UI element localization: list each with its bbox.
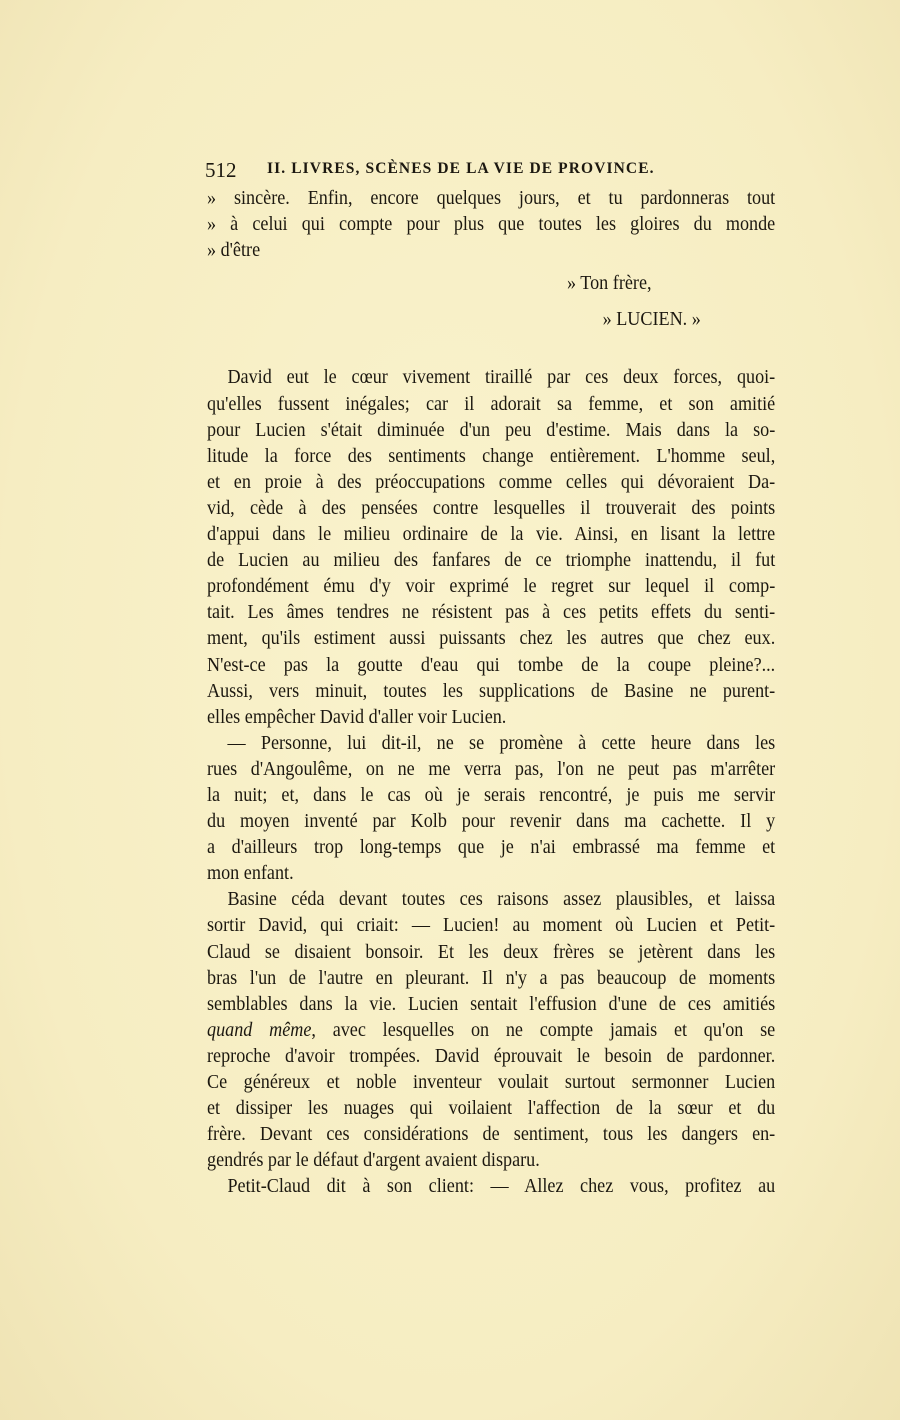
text-line: la nuit; et, dans le cas où je serais rencontré, je puis me servir xyxy=(207,784,776,806)
body-text xyxy=(207,186,775,1200)
running-header xyxy=(205,158,710,186)
text-line: profondément ému d'y voir exprimé le regret sur lequel il comp- xyxy=(207,576,776,598)
line-rest: , avec lesquelles on ne compte jamais et qu'on se xyxy=(311,1019,776,1041)
running-title: II. LIVRES, SCÈNES DE LA VIE DE PROVINCE. xyxy=(267,160,655,177)
text-line: Ce généreux et noble inventeur voulait surtout sermonner Lucien xyxy=(207,1072,776,1093)
text-line: qu'elles fussent inégales; car il adorait sa femme, et son amitié xyxy=(207,393,776,415)
text-line: Petit-Claud dit à son client: — Allez chez vous, profitez au xyxy=(227,1176,776,1198)
text-line: N'est-ce pas la goutte d'eau qui tombe de la coupe pleine?... xyxy=(207,654,776,676)
text-line: reproche d'avoir trompées. David éprouvait le besoin de pardonner. xyxy=(207,1045,776,1067)
text-line: Claud se disaient bonsoir. Et les deux frères se jetèrent dans les xyxy=(207,941,776,963)
text-line: mon enfant. xyxy=(207,863,294,885)
text-line: » Ton frère, xyxy=(567,273,652,295)
text-line: » LUCIEN. » xyxy=(602,309,701,331)
text-line: elles empêcher David d'aller voir Lucien. xyxy=(207,706,507,728)
text-line: » d'être xyxy=(207,240,261,262)
text-line: vid, cède à des pensées contre lesquelles il trouverait des points xyxy=(207,497,776,519)
text-line: » sincère. Enfin, encore quelques jours, et tu pardonneras tout xyxy=(207,188,776,209)
text-line: du moyen inventé par Kolb pour revenir dans ma cachette. Il y xyxy=(207,811,776,833)
text-line xyxy=(207,1018,775,1044)
text-line: frère. Devant ces considérations de sentiment, tous les dangers en- xyxy=(207,1124,776,1146)
text-line: pour Lucien s'était diminuée d'un peu d'estime. Mais dans la so- xyxy=(207,419,776,441)
text-line: tait. Les âmes tendres ne résistent pas à ces petits effets du senti- xyxy=(207,602,776,624)
text-line: » à celui qui compte pour plus que toutes les gloires du monde xyxy=(207,214,776,236)
text-line: semblables dans la vie. Lucien sentait l'effusion d'une de ces amitiés xyxy=(207,993,776,1015)
text-line: rues d'Angoulême, on ne me verra pas, l'on ne peut pas m'arrêter xyxy=(207,758,776,780)
text-line: — Personne, lui dit-il, ne se promène à cette heure dans les xyxy=(227,732,776,754)
text-line: et en proie à des préoccupations comme celles qui dévoraient Da- xyxy=(207,471,776,493)
page-number: 512 xyxy=(205,158,237,182)
text-line: a d'ailleurs trop long-temps que je n'ai embrassé ma femme et xyxy=(207,837,776,859)
text-line: litude la force des sentiments change entièrement. L'homme seul, xyxy=(207,445,776,467)
text-line: d'appui dans le milieu ordinaire de la vie. Ainsi, en lisant la lettre xyxy=(207,524,776,546)
text-line: Basine céda devant toutes ces raisons assez plausibles, et laissa xyxy=(227,889,776,911)
italic-phrase: quand même xyxy=(207,1019,312,1041)
text-line: sortir David, qui criait: — Lucien! au moment où Lucien et Petit- xyxy=(207,915,776,937)
text-line: gendrés par le défaut d'argent avaient disparu. xyxy=(207,1150,540,1172)
text-line: David eut le cœur vivement tiraillé par ces deux forces, quoi- xyxy=(227,367,776,389)
text-line: de Lucien au milieu des fanfares de ce triomphe inattendu, il fut xyxy=(207,550,776,572)
text-line: Aussi, vers minuit, toutes les supplications de Basine ne purent- xyxy=(207,680,776,702)
text-line: et dissiper les nuages qui voilaient l'affection de la sœur et du xyxy=(207,1098,776,1120)
text-line: bras l'un de l'autre en pleurant. Il n'y a pas beaucoup de moments xyxy=(207,967,776,989)
text-line: ment, qu'ils estiment aussi puissants chez les autres que chez eux. xyxy=(207,628,776,650)
